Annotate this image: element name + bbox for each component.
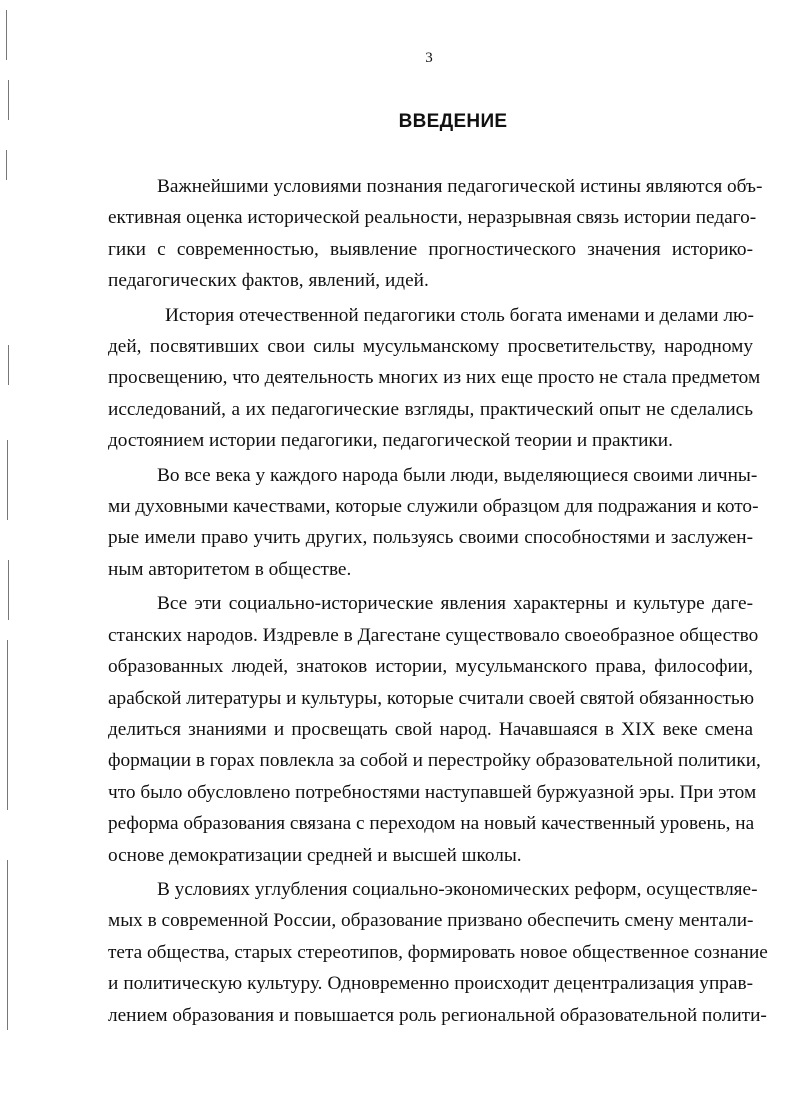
- text-line: История отечественной педагогики столь богата именами и делами лю-: [165, 304, 754, 326]
- page-title: ВВЕДЕНИЕ: [398, 111, 508, 132]
- scan-margin-marks: [0, 0, 20, 1093]
- text-line: станских народов. Издревле в Дагестане существовало своеобразное общество: [108, 624, 759, 646]
- text-line: Важнейшими условиями познания педагогической истины являются объ-: [157, 176, 763, 197]
- paragraph-2: [108, 300, 761, 457]
- text-line: Все эти социально-исторические явления характерны и культуре даге-: [157, 593, 753, 615]
- text-line: дей, посвятивших свои силы мусульманскому просветительству, народному: [108, 336, 753, 358]
- text-line: арабской литературы и культуры, которые считали своей святой обязанностью: [108, 687, 755, 709]
- text-line: гики с современностью, выявление прогностического значения историко-: [108, 238, 753, 260]
- text-line: реформа образования связана с переходом на новый качественный уровень, на: [108, 813, 755, 835]
- text-line: исследований, а их педагогические взгляды, практический опыт не сделались: [108, 398, 753, 420]
- text-line: делиться знаниями и просвещать свой народ. Начавшаяся в XIX веке смена: [108, 718, 753, 740]
- text-line: тета общества, старых стереотипов, формировать новое общественное сознание: [108, 941, 768, 963]
- paragraph-3: [108, 460, 759, 586]
- text-line: и политическую культуру. Одновременно происходит децентрализация управ-: [108, 973, 753, 995]
- text-line: Во все века у каждого народа были люди, выделяющиеся своими личны-: [157, 464, 758, 486]
- text-line: ективная оценка исторической реальности, неразрывная связь истории педаго-: [108, 207, 757, 229]
- page-number: 3: [425, 50, 433, 66]
- text-line: мых в современной России, образование призвано обеспечить смену ментали-: [108, 910, 754, 932]
- text-line: что было обусловлено потребностями наступавшей буржуазной эры. При этом: [108, 781, 757, 803]
- text-line: рые имели право учить других, пользуясь своими способностями и заслужен-: [108, 527, 753, 549]
- text-line: ным авторитетом в обществе.: [108, 558, 352, 580]
- paragraph-1: [108, 171, 763, 297]
- text-line: ми духовными качествами, которые служили образцом для подражания и кото-: [108, 496, 759, 518]
- text-line: основе демократизации средней и высшей школы.: [108, 844, 522, 866]
- body-text: [108, 171, 768, 1031]
- text-line: просвещению, что деятельность многих из них еще просто не стала предметом: [108, 367, 761, 389]
- paragraph-5: [108, 874, 768, 1031]
- text-line: образованных людей, знатоков истории, мусульманского права, философии,: [108, 656, 753, 678]
- paragraph-4: [108, 588, 761, 871]
- text-line: В условиях углубления социально-экономических реформ, осуществляе-: [157, 878, 758, 900]
- text-line: педагогических фактов, явлений, идей.: [108, 270, 429, 292]
- text-line: формации в горах повлекла за собой и перестройку образовательной политики,: [108, 750, 761, 772]
- text-line: лением образования и повышается роль региональной образовательной полити-: [108, 1004, 767, 1026]
- text-line: достоянием истории педагогики, педагогической теории и практики.: [108, 430, 673, 452]
